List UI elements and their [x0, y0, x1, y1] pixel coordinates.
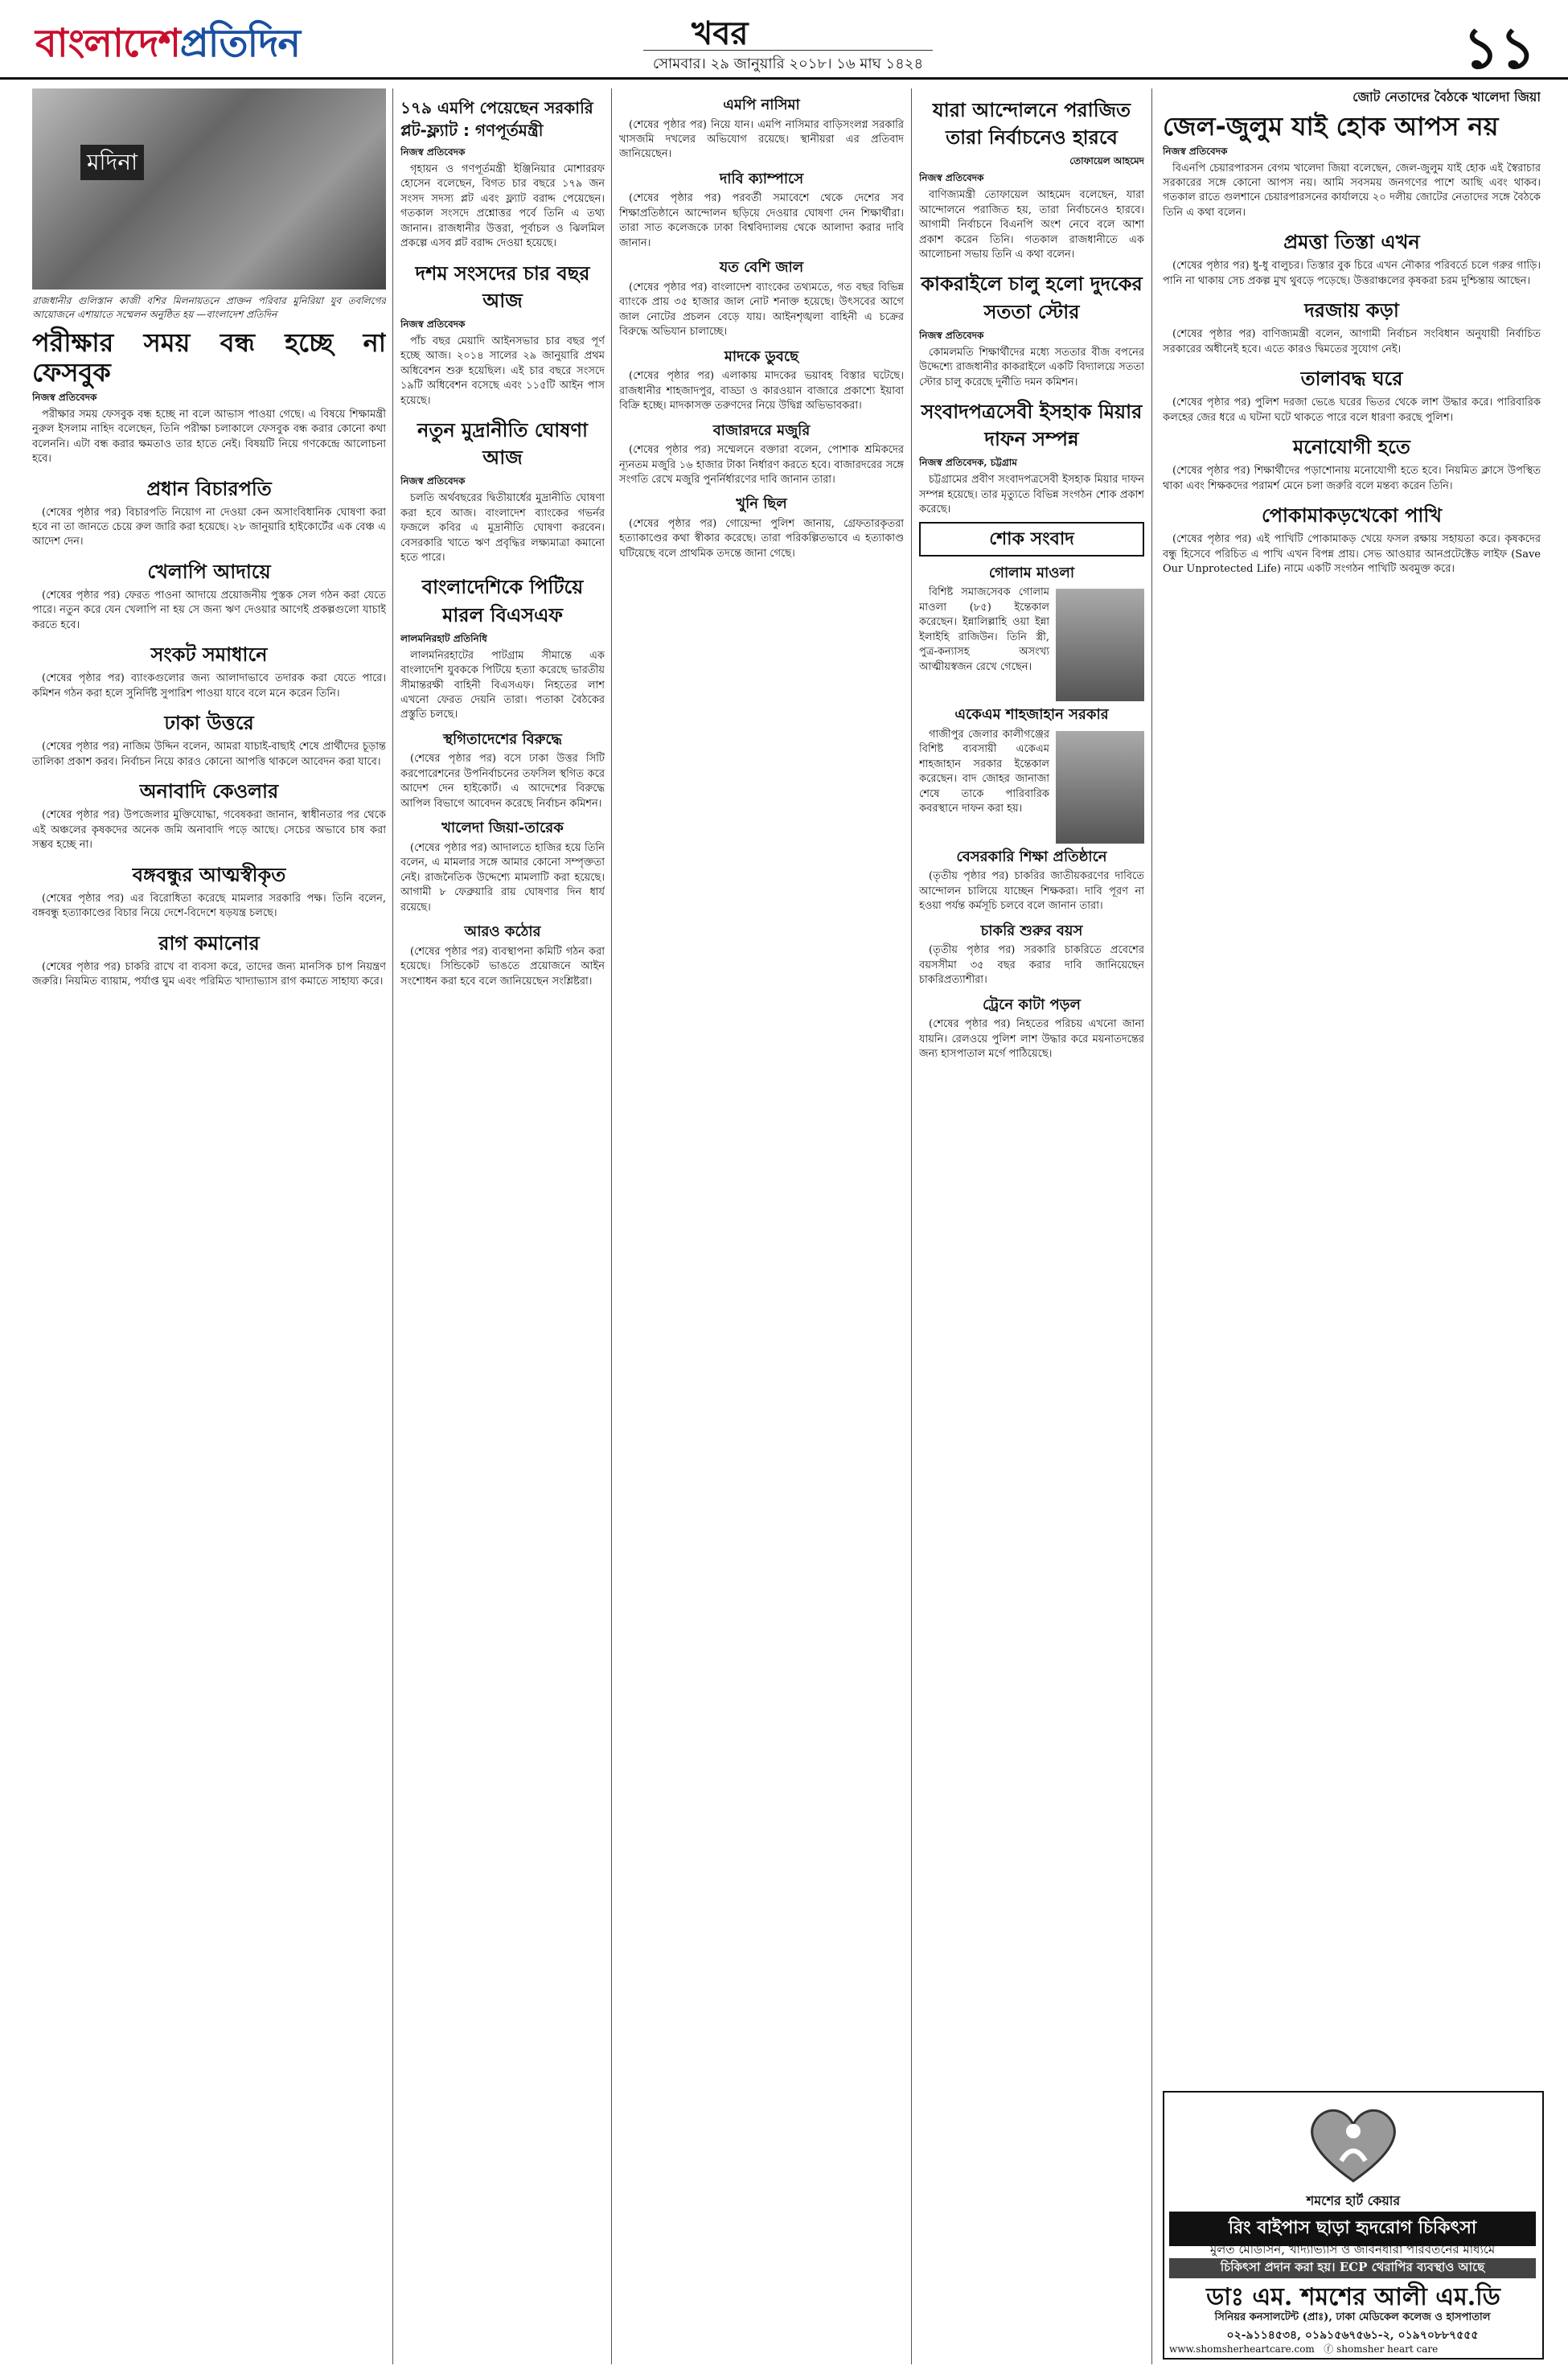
article-headline[interactable]: বাজারদরে মজুরি — [712, 421, 811, 439]
byline: লালমনিরহাট প্রতিনিধি — [400, 632, 487, 644]
article-headline[interactable]: নতুন মুদ্রানীতি ঘোষণা আজ — [417, 418, 588, 470]
article-body: (তৃতীয় পৃষ্ঠার পর) চাকরির জাতীয়করণের দাবিতে আন্দোলন চালিয়ে যাচ্ছেন শিক্ষকরা। দাবি পূরণ না হওয়া পর্যন্ত কর্মসূচি চলবে বলে জানান তারা। — [919, 870, 1144, 913]
article-headline[interactable]: অনাবাদি কেওলার — [139, 780, 279, 803]
byline: নিজস্ব প্রতিবেদক — [400, 146, 466, 158]
article-body: (শেষের পৃষ্ঠার পর) নিহতের পরিচয় এখনো জানা যায়নি। রেলওয়ে পুলিশ লাশ উদ্ধার করে ময়নাতদন্তের জন্য হাসপাতাল মর্গে পাঠিয়েছে। — [919, 1018, 1144, 1061]
article-body: (শেষের পৃষ্ঠার পর) সম্মেলনে বক্তারা বলেন, পোশাক শ্রমিকদের ন্যূনতম মজুরি ১৬ হাজার টাকা নির্ধারণ করতে হবে। বাজারদরের সঙ্গে সংগতি রেখে মজুরি পুনর্নির্ধারণের দাবি জানান তারা। — [619, 444, 904, 486]
article-headline[interactable]: দাবি ক্যাম্পাসে — [719, 170, 804, 187]
ad-doctor-title: সিনিয়র কনসালটেন্ট (প্রাঃ), ঢাকা মেডিকেল কলেজ ও হাসপাতাল — [1214, 2311, 1491, 2323]
masthead — [0, 0, 1568, 80]
logo-part-b: প্রতিদিন — [179, 21, 301, 66]
logo-part-a: বাংলাদেশ — [35, 21, 180, 66]
article-body: কোমলমতি শিক্ষার্থীদের মধ্যে সততার বীজ বপনের উদ্দেশ্যে রাজধানীর কাকরাইলে একটি বিদ্যালয়ে সততা স্টোর চালু করেছে দুর্নীতি দমন কমিশন। — [919, 346, 1144, 388]
portrait-photo — [1056, 589, 1144, 701]
article-body: পাঁচ বছর মেয়াদি আইনসভার চার বছর পূর্ণ হচ্ছে আজ। ২০১৪ সালের ২৯ জানুয়ারি প্রথম অধিবেশন শুরু হয়েছিল। এই চার বছরে সংসদে ১৯টি অধিবেশন বসেছে এবং ১১৫টি আইন পাস হয়েছে। — [400, 335, 605, 407]
article-headline[interactable]: মাদকে ডুবছে — [724, 347, 799, 365]
article-body: (শেষের পৃষ্ঠার পর) নিয়ে যান। এমপি নাসিমার বাড়িসংলগ্ন সরকারি খাসজমি দখলের অভিযোগ রয়েছে। স্থানীয়রা এর প্রতিবাদ জানিয়েছেন। — [619, 118, 904, 161]
article-headline[interactable]: পোকামাকড়খেকো পাখি — [1262, 504, 1442, 528]
byline: নিজস্ব প্রতিবেদক — [400, 318, 466, 330]
article-body: (শেষের পৃষ্ঠার পর) বাণিজ্যমন্ত্রী বলেন, আগামী নির্বাচন সংবিধান অনুযায়ী নির্বাচিত সরকারের অধীনেই হবে। এতে কারও দ্বিমতের সুযোগ নেই। — [1163, 328, 1541, 355]
article-headline[interactable]: কাকরাইলে চালু হলো দুদকের সততা স্টোর — [921, 273, 1143, 323]
article-body: (শেষের পৃষ্ঠার পর) ব্যাংকগুলোর জন্য আলাদাভাবে তদারক করা যেতে পারে। কমিশন গঠন করা হলে সুনির্দিষ্ট সুপারিশ পাওয়া যাবে বলে মনে করেন তিনি। — [32, 672, 386, 700]
section-title: খবর — [692, 14, 749, 52]
column-3 — [619, 88, 904, 2364]
article-headline[interactable]: আরও কঠোর — [464, 923, 541, 941]
article-body: (শেষের পৃষ্ঠার পর) ব্যবস্থাপনা কমিটি গঠন করা হয়েছে। সিন্ডিকেট ভাঙতে প্রয়োজনে আইন সংশোধন করা হবে বলে জানিয়েছেন সংশ্লিষ্টরা। — [400, 945, 605, 988]
byline: নিজস্ব প্রতিবেদক — [1163, 145, 1228, 157]
article-headline[interactable]: সংবাদপত্রসেবী ইসহাক মিয়ার দাফন সম্পন্ন — [921, 400, 1143, 451]
article-body: লালমনিরহাটের পাটগ্রাম সীমান্তে এক বাংলাদেশি যুবককে পিটিয়ে হত্যা করেছে ভারতীয় সীমান্তরক্ষী বাহিনী বিএসএফ। নিহতের লাশ এখনো ফেরত দেয়নি তারা। পতাকা বৈঠকের প্রস্তুতি চলছে। — [400, 649, 605, 721]
article-headline[interactable]: রাগ কমানোর — [158, 931, 260, 955]
article-body: (শেষের পৃষ্ঠার পর) ফেরত পাওনা আদায়ে প্রয়োজনীয় পুস্তক সেল গঠন করা যেতে পারে। নতুন করে যেন খেলাপি না হয় সে জন্য ঋণ দেওয়ার আগেই প্রকল্পগুলো যাচাই করতে হবে। — [32, 589, 386, 631]
article-headline[interactable]: যত বেশি জাল — [719, 259, 804, 277]
article-body: গৃহায়ন ও গণপূর্তমন্ত্রী ইঞ্জিনিয়ার মোশাররফ হোসেন বলেছেন, বিগত চার বছরে ১৭৯ জন সংসদ সদস্য প্লট এবং ফ্ল্যাট বরাদ্দ পেয়েছেন। গতকাল সংসদে প্রশ্নোত্তর পর্বে তিনি এ তথ্য জানান। রাজধানীর উত্তরা, পূর্বাচল ও ঝিলমিল প্রকল্পে এসব প্লট বরাদ্দ দেওয়া হয়েছে। — [400, 162, 605, 250]
article-headline[interactable]: এমপি নাসিমা — [723, 97, 800, 113]
photo-caption: রাজধানীর গুলিস্তান কাজী বশির মিলনায়তনে প্রাক্তন পরিবার মুনিরিয়া যুব তবলিগের আয়োজনে এশায়াতে সম্মেলন অনুষ্ঠিত হয় —বাংলাদেশ প্রতিদিন — [32, 295, 386, 321]
article-headline[interactable]: সংকট সমাধানে — [150, 643, 268, 667]
byline: নিজস্ব প্রতিবেদক, চট্টগ্রাম — [919, 457, 1017, 469]
heart-icon — [1305, 2101, 1402, 2189]
page-number: ১১ — [1463, 15, 1536, 81]
article-body: (শেষের পৃষ্ঠার পর) বিচারপতি নিয়োগ না দেওয়া কেন অসাংবিধানিক ঘোষণা করা হবে না তা জানতে চেয়ে রুল জারি করা হয়েছে। ২৮ জানুয়ারি হাইকোর্টের এক বেঞ্চ এ আদেশ দেন। — [32, 506, 386, 548]
article-headline[interactable]: বাংলাদেশিকে পিটিয়ে মারল বিএসএফ — [421, 576, 584, 626]
byline: নিজস্ব প্রতিবেদক — [919, 329, 984, 341]
article-body: (শেষের পৃষ্ঠার পর) পরবর্তী সমাবেশে থেকে দেশের সব শিক্ষাপ্রতিষ্ঠানে আন্দোলন ছড়িয়ে দেওয়ার ঘোষণা দেন শিক্ষার্থীরা। তারা সাত কলেজকে ঢাকা বিশ্ববিদ্যালয় থেকে আলাদা করার দাবি জানান। — [619, 192, 904, 249]
ad-line-1: মুলত মেডিসিন, খাদ্যাভ্যাস ও জীবনধারা পরিবর্তনের মাধ্যমে — [1209, 2242, 1496, 2257]
article-body: (শেষের পৃষ্ঠার পর) বাংলাদেশ ব্যাংকের তথ্যমতে, গত বছর বিভিন্ন ব্যাংকে প্রায় ৩৫ হাজার জাল নোট শনাক্ত হয়েছে। উৎসবের আগে জাল নোটের প্রচলন বেড়ে যায়। আইনশৃঙ্খলা বাহিনী এ চক্রের বিরুদ্ধে অভিযান চালাচ্ছে। — [619, 281, 904, 339]
article-headline[interactable]: খেলাপি আদায়ে — [147, 560, 271, 583]
article-headline[interactable]: প্রধান বিচারপতি — [146, 477, 272, 500]
portrait-photo — [1056, 731, 1144, 844]
article-headline[interactable]: দরজায় কড়া — [1304, 299, 1399, 322]
article-headline[interactable]: গোলাম মাওলা — [988, 564, 1075, 581]
byline: নিজস্ব প্রতিবেদক — [919, 172, 984, 184]
article-headline[interactable]: মনোযোগী হতে — [1293, 436, 1410, 459]
article-headline[interactable]: স্থগিতাদেশের বিরুদ্ধে — [443, 730, 562, 748]
article-body: চলতি অর্থবছরের দ্বিতীয়ার্ধের মুদ্রানীতি ঘোষণা করা হবে আজ। বাংলাদেশ ব্যাংকের গভর্নর ফজলে কবির এ মুদ্রানীতি ঘোষণা করবেন। বেসরকারি খাতে ঋণ প্রবৃদ্ধির লক্ষ্যমাত্রা কমানো হতে পারে। — [400, 492, 605, 564]
column-2 — [400, 88, 605, 2364]
ad-doctor-name: ডাঃ এম. শমশের আলী এম.ডি — [1206, 2283, 1500, 2311]
article-body: চট্টগ্রামের প্রবীণ সংবাদপত্রসেবী ইসহাক মিয়ার দাফন সম্পন্ন হয়েছে। তার মৃত্যুতে বিভিন্ন সংগঠন শোক প্রকাশ করেছে। — [919, 474, 1144, 516]
article-body: (শেষের পৃষ্ঠার পর) চাকরি রাখে বা ব্যবসা করে, তাদের জন্য মানসিক চাপ নিয়ন্ত্রণ জরুরি। নিয়মিত ব্যায়াম, পর্যাপ্ত ঘুম এবং পরিমিত খাদ্যাভ্যাস রাগ কমাতে সাহায্য করে। — [32, 960, 386, 988]
article-body: (শেষের পৃষ্ঠার পর) পুলিশ দরজা ভেঙে ঘরের ভিতর থেকে লাশ উদ্ধার করে। পারিবারিক কলহের জের ধরে এ ঘটনা ঘটে থাকতে পারে বলে ধারণা করছে পুলিশ। — [1163, 396, 1541, 424]
column-4 — [919, 88, 1144, 2364]
news-photo — [32, 88, 386, 290]
obituary-box-title: শোক সংবাদ — [919, 522, 1144, 557]
article-headline[interactable]: একেএম শাহজাহান সরকার — [954, 706, 1109, 724]
byline: নিজস্ব প্রতিবেদক — [32, 391, 97, 403]
column-1 — [32, 88, 386, 2364]
issue-date: সোমবার। ২৯ জানুয়ারি ২০১৮। ১৬ মাঘ ১৪২৪ — [643, 50, 933, 77]
byline: নিজস্ব প্রতিবেদক — [400, 475, 466, 487]
column-5 — [1163, 88, 1541, 2083]
article-headline[interactable]: ট্রেনে কাটা পড়ল — [983, 996, 1081, 1013]
article-body: (শেষের পৃষ্ঠার পর) বসে ঢাকা উত্তর সিটি করপোরেশনের উপনির্বাচনের তফসিল স্থগিত করে আদেশ দেন হাইকোর্ট। এ আদেশের বিরুদ্ধে আপিল বিভাগে আবেদন করেছে নির্বাচন কমিশন। — [400, 753, 605, 810]
article-headline[interactable]: বঙ্গবন্ধুর আত্মস্বীকৃত — [132, 863, 286, 886]
article-body: (শেষের পৃষ্ঠার পর) আদালতে হাজির হয়ে তিনি বলেন, এ মামলার সঙ্গে আমার কোনো সম্পৃক্ততা নেই। রাজনৈতিক উদ্দেশ্যে মামলাটি করা হয়েছে। আগামী ৮ ফেব্রুয়ারি রায় ঘোষণার দিন ধার্য রয়েছে। — [400, 841, 605, 914]
article-headline[interactable]: তালাবদ্ধ ঘরে — [1300, 368, 1403, 391]
photo-label: মদিনা — [80, 145, 144, 180]
article-headline[interactable]: খালেদা জিয়া-তারেক — [441, 819, 564, 837]
article-headline[interactable]: ১৭৯ এমপি পেয়েছেন সরকারি প্লট-ফ্ল্যাট : গণপূর্তমন্ত্রী — [400, 98, 593, 141]
lead-headline[interactable]: পরীক্ষার সময় বন্ধ হচ্ছে না ফেসবুক — [32, 327, 386, 388]
article-headline[interactable]: দশম সংসদের চার বছর আজ — [415, 261, 590, 312]
article-body: (শেষের পৃষ্ঠার পর) এই পাখিটি পোকামাকড় খেয়ে ফসল রক্ষায় সহায়তা করে। কৃষকদের বন্ধু হিসেবে পরিচিত এ পাখি এখন বিপন্ন প্রায়। সেভ আওয়ার আনপ্রটেক্টেড লাইফ (Save Our Unprotected Life) নামে একটি সংগঠন পাখিটি অবমুক্ত করে। — [1163, 533, 1541, 576]
article-headline[interactable]: ঢাকা উত্তরে — [164, 712, 254, 735]
newspaper-logo[interactable] — [35, 14, 300, 78]
article-body: (তৃতীয় পৃষ্ঠার পর) সরকারি চাকরিতে প্রবেশের বয়সসীমা ৩৫ বছর করার দাবি জানিয়েছেন চাকরিপ্রত্যাশীরা। — [919, 944, 1144, 987]
ad-line-2: চিকিৎসা প্রদান করা হয়। ECP থেরাপির ব্যবস্থাও আছে — [1169, 2258, 1536, 2278]
article-headline[interactable]: খুনি ছিল — [736, 495, 787, 513]
ad-web-link[interactable]: www.shomsherheartcare.com — [1169, 2343, 1315, 2355]
article-body: (শেষের পৃষ্ঠার পর) ধু-ধু বালুচর। তিস্তার বুক চিরে এখন নৌকার পরিবর্তে চলে গরুর গাড়ি। পানি না থাকায় সেচ প্রকল্প মুখ থুবড়ে পড়েছে। উত্তরাঞ্চলের কৃষকরা চরম দুশ্চিন্তায় আছেন। — [1163, 260, 1541, 287]
article-body: (শেষের পৃষ্ঠার পর) গোয়েন্দা পুলিশ জানায়, গ্রেফতারকৃতরা হত্যাকাণ্ডের কথা স্বীকার করেছে। তারা পরিকল্পিতভাবে এ হত্যাকাণ্ড ঘটিয়েছে বলে প্রাথমিক তদন্তে জানা গেছে। — [619, 517, 904, 560]
article-body: বিএনপি চেয়ারপারসন বেগম খালেদা জিয়া বলেছেন, জেল-জুলুম যাই হোক এই স্বৈরাচার সরকারের সঙ্গে কোনো আপস নয়। আমি সবসময় জনগণের পাশে আছি এবং থাকব। গতকাল রাতে গুলশানে চেয়ারপারসনের কার্যালয়ে ২০ দলীয় জোটের নেতাদের সঙ্গে বৈঠকে তিনি এ কথা বলেন। — [1163, 162, 1541, 219]
article-body: গাজীপুর জেলার কালীগঞ্জের বিশিষ্ট ব্যবসায়ী একেএম শাহজাহান সরকার ইন্তেকাল করেছেন। বাদ জোহর জানাজা শেষে তাকে পারিবারিক কবরস্থানে দাফন করা হয়। — [919, 728, 1049, 815]
article-body: (শেষের পৃষ্ঠার পর) উপজেলার মুক্তিযোদ্ধা, গবেষকরা জানান, স্বাধীনতার পর থেকে এই অঞ্চলের কৃষকদের অনেক জমি অনাবাদি পড়ে আছে। সেচের অভাবে চাষ করা সম্ভব হচ্ছে না। — [32, 809, 386, 852]
lead-headline[interactable]: জেল-জুলুম যাই হোক আপস নয় — [1163, 110, 1499, 142]
kicker: তোফায়েল আহমেদ — [1069, 155, 1144, 167]
facebook-icon: ⓕ — [1324, 2343, 1334, 2355]
ad-brand: শমশের হার্ট কেয়ার — [1306, 2193, 1401, 2208]
ad-website[interactable] — [1169, 2342, 1536, 2356]
kicker: জোট নেতাদের বৈঠকে খালেদা জিয়া — [1353, 89, 1541, 105]
article-body: বিশিষ্ট সমাজসেবক গোলাম মাওলা (৮৫) ইন্তেকাল করেছেন। ইন্নালিল্লাহি ওয়া ইন্না ইলাইহি রাজিউন। তিনি স্ত্রী, পুত্র-কন্যাসহ অসংখ্য আত্মীয়স্বজন রেখে গেছেন। — [919, 586, 1049, 673]
article-headline[interactable]: যারা আন্দোলনে পরাজিত তারা নির্বাচনেও হারবে — [932, 99, 1131, 150]
article-headline[interactable]: প্রমত্তা তিস্তা এখন — [1283, 231, 1420, 254]
ad-phone[interactable]: ০২-৯১১৪৫৩৪, ০১৯১৫৬৭৫৬১-২, ০১৯৭০৮৮৭৫৫৫ — [1226, 2329, 1479, 2342]
article-headline[interactable]: বেসরকারি শিক্ষা প্রতিষ্ঠানে — [956, 848, 1107, 865]
article-body: (শেষের পৃষ্ঠার পর) শিক্ষার্থীদের পড়াশোনায় মনোযোগী হতে হবে। নিয়মিত ক্লাসে উপস্থিত থাকা এবং শিক্ষকদের পরামর্শ মেনে চলা জরুরি বলে মন্তব্য করেন তিনি। — [1163, 465, 1541, 492]
article-body: (শেষের পৃষ্ঠার পর) এলাকায় মাদকের ভয়াবহ বিস্তার ঘটেছে। রাজধানীর শাহজাদপুর, বাড্ডা ও কারওয়ান বাজারে প্রকাশ্যে ইয়াবা বিক্রি হচ্ছে। মাদকাসক্ত তরুণদের নিয়ে উদ্বিগ্ন অভিভাবকরা। — [619, 370, 904, 413]
ad-facebook[interactable]: shomsher heart care — [1336, 2343, 1439, 2355]
ad-headline: রিং বাইপাস ছাড়া হৃদরোগ চিকিৎসা — [1169, 2212, 1536, 2246]
heart-care-advertisement[interactable] — [1163, 2091, 1544, 2360]
article-body: পরীক্ষার সময় ফেসবুক বন্ধ হচ্ছে না বলে আভাস পাওয়া গেছে। এ বিষয়ে শিক্ষামন্ত্রী নুরুল ইসলাম নাহিদ বলেছেন, তিনি পরীক্ষা চলাকালে ফেসবুক বন্ধ করার কোনো কথা বলেননি। এটা বন্ধ করার ক্ষমতাও তার হাতে নেই। বিষয়টি নিয়ে গণকেন্দ্রে আলোচনা হবে। — [32, 408, 386, 466]
article-body: (শেষের পৃষ্ঠার পর) নাজিম উদ্দিন বলেন, আমরা যাচাই-বাছাই শেষে প্রার্থীদের চূড়ান্ত তালিকা প্রকাশ করব। নির্বাচন নিয়ে কারও কোনো আপত্তি থাকলে আবেদন করা যাবে। — [32, 741, 386, 768]
article-body: (শেষের পৃষ্ঠার পর) এর বিরোধিতা করেছে মামলার সরকারি পক্ষ। তিনি বলেন, বঙ্গবন্ধু হত্যাকাণ্ডের বিচার নিয়ে দেশে-বিদেশে ষড়যন্ত্র চলছে। — [32, 892, 386, 920]
article-body: বাণিজ্যমন্ত্রী তোফায়েল আহমেদ বলেছেন, যারা আন্দোলনে পরাজিত হয়, তারা নির্বাচনেও হারবে। আগামী নির্বাচনে বিএনপি অংশ নেবে বলে আশা প্রকাশ করেন তিনি। গতকাল রাজধানীতে এক আলোচনা সভায় তিনি এ কথা বলেন। — [919, 189, 1144, 261]
article-headline[interactable]: চাকরি শুরুর বয়স — [980, 922, 1083, 939]
